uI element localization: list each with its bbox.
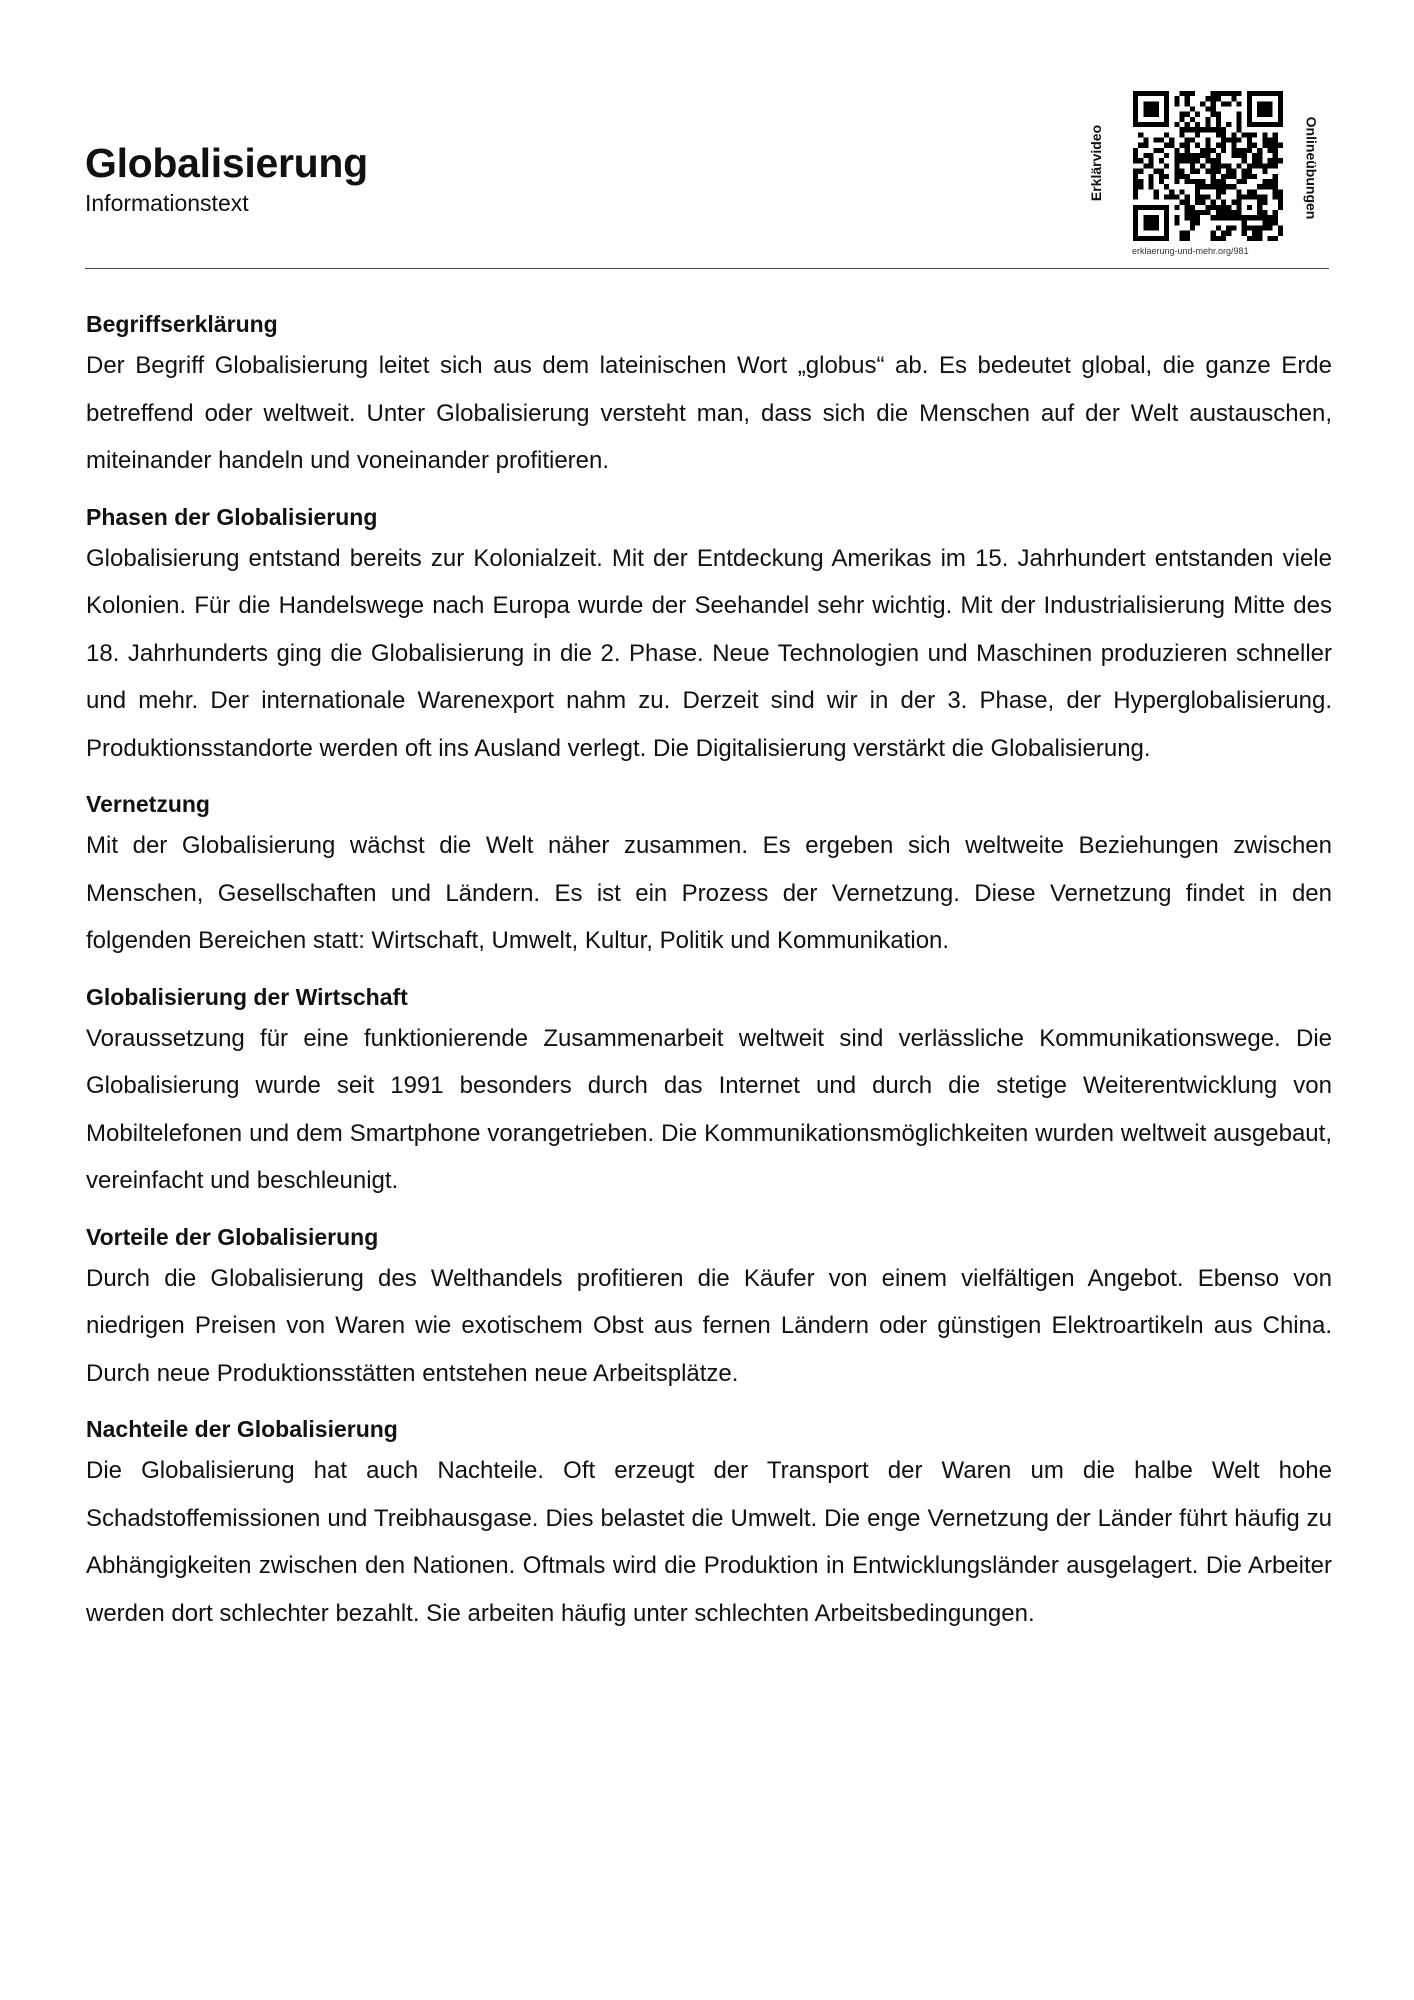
section-text: Mit der Globalisierung wächst die Welt näher zusammen. Es ergeben sich weltweite Beziehungen zwischen Menschen, Gesellschaften und Ländern. Es ist ein Prozess der Vernetzung. Diese Vernetzung findet in den folgenden Bereichen statt: Wirtschaft, Umwelt, Kultur, Politik und Kommunikation. (86, 832, 1332, 954)
section-heading: Vorteile der Globalisierung (86, 1223, 379, 1250)
section-heading: Vernetzung (86, 791, 210, 817)
section-text: Durch die Globalisierung des Welthandels profitieren die Käufer von einem vielfältigen Angebot. Ebenso von niedrigen Preisen von Waren wie exotischem Obst aus fernen Ländern oder günstigen Elektroartikeln aus China. Durch neue Produktionsstätten entstehen neue Arbeitsplätze. (86, 1264, 1332, 1387)
header-divider (85, 268, 1329, 269)
qr-block (1085, 88, 1335, 263)
section-vernetzung (86, 786, 1332, 965)
section-wirtschaft (86, 979, 1332, 1205)
section-heading: Begriffserklärung (86, 311, 278, 337)
page-subtitle: Informationstext (85, 190, 249, 216)
document-header (85, 138, 368, 218)
section-text: Voraussetzung für eine funktionierende Zusammenarbeit weltweit sind verlässliche Kommunikationswege. Die Globalisierung wurde seit 1991 besonders durch das Internet und durch die stetige Weiterentwicklung von Mobiltelefonen und dem Smartphone vorangetrieben. Die Kommunikationsmöglichkeiten wurden weltweit ausgebaut, vereinfacht und beschleunigt. (86, 1024, 1332, 1194)
document-body (86, 306, 1332, 1651)
section-heading: Globalisierung der Wirtschaft (86, 983, 408, 1010)
section-text: Globalisierung entstand bereits zur Kolonialzeit. Mit der Entdeckung Amerikas im 15. Jahrhundert entstanden viele Kolonien. Für die Handelswege nach Europa wurde der Seehandel sehr wichtig. Mit der Industrialisierung Mitte des 18. Jahrhunderts ging die Globalisierung in die 2. Phase. Neue Technologien und Maschinen produzieren schneller und mehr. Der internationale Warenexport nahm zu. Derzeit sind wir in der 3. Phase, der Hyperglobalisierung. Produktionsstandorte werden oft ins Ausland verlegt. Die Digitalisierung verstärkt die Globalisierung. (86, 544, 1332, 762)
section-begriffserklaerung (86, 306, 1332, 485)
section-text: Die Globalisierung hat auch Nachteile. Oft erzeugt der Transport der Waren um die halbe Welt hohe Schadstoffemissionen und Treibhausgase. Dies belastet die Umwelt. Die enge Vernetzung der Länder führt häufig zu Abhängigkeiten zwischen den Nationen. Oftmals wird die Produktion in Entwicklungsländer ausgelagert. Die Arbeiter werden dort schlechter bezahlt. Sie arbeiten häufig unter schlechten Arbeitsbedingungen. (86, 1457, 1332, 1627)
qr-label-exercises: Onlineübungen (1303, 116, 1319, 220)
qr-url[interactable]: erklaerung-und-mehr.org/981 (1132, 246, 1249, 256)
qr-code-icon[interactable] (1133, 91, 1283, 241)
section-vorteile (86, 1219, 1332, 1398)
qr-label-video: Erklärvideo (1088, 124, 1105, 202)
section-heading: Phasen der Globalisierung (86, 503, 378, 530)
page-title: Globalisierung (85, 140, 368, 186)
section-phasen (86, 499, 1332, 773)
section-nachteile (86, 1411, 1332, 1637)
section-heading: Nachteile der Globalisierung (86, 1416, 398, 1442)
section-text: Der Begriff Globalisierung leitet sich aus dem lateinischen Wort „globus“ ab. Es bedeutet global, die ganze Erde betreffend oder weltweit. Unter Globalisierung versteht man, dass sich die Menschen auf der Welt austauschen, miteinander handeln und voneinander profitieren. (86, 352, 1332, 474)
